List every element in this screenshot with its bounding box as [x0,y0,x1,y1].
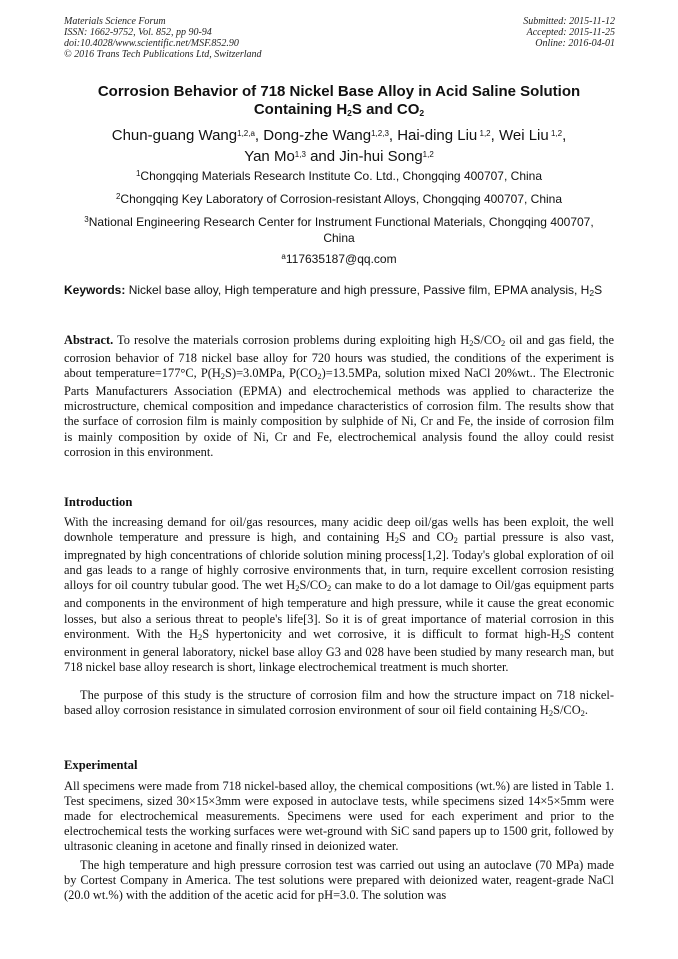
title-line-2: Containing $H_2S$ and $CO_2$ [253,101,425,118]
keywords: Keywords: Nickel base alloy, High temperature and high pressure, Passive film, EPMA analysis, $H_2S$ [64,283,603,298]
accepted-date: Accepted: 2015-11-25 [526,27,615,38]
keywords-label: Keywords: [64,283,126,297]
section-heading-introduction: Introduction [64,495,133,509]
journal-name: Materials Science Forum [64,16,166,27]
abstract: Abstract. To resolve the materials corrosion problems during exploiting high $H_2S/CO_2$ oil and gas field, the corrosion behavior of 718 nickel base alloy for 720 hours was studied, the conditions of the experiment is about temperature=177°C, $P(H_2S)=3.0MPa$, $P(CO_2)=13.5MPa$, solution mixed NaCl 20%wt.. The Electronic Parts Manufacturers Association (EPMA) and electrochemical methods was applied to characterize the microstructure, chemical composition and impedance characteristics of corrosion film. The results show that the surface of corrosion film is mainly composition by sulphide of Ni, Cr and Fe, the inside of corrosion film is mainly composition by oxide of Ni, Cr and Fe, electrochemical analysis found the alloy could resist corrosion in this environment. [64,333,614,459]
journal-header [64,16,262,60]
introduction-paragraph-2: The purpose of this study is the structure of corrosion film and how the structure impact on 718 nickel-based alloy corrosion resistance in simulated corrosion environment of sour oil field containing $H_2S/CO_2$. [64,688,614,719]
author-list [60,124,618,166]
experimental-paragraph-2: The high temperature and high pressure corrosion test was carried out using an autoclave (70 MPa) made by Cortest Company in America. The test solutions were prepared with deionized water, reagent-grade NaCl (20.0 wt.%) with the addition of the acetic acid for pH=3.0. The solution was [64,858,614,903]
abstract-label: Abstract. [64,333,114,347]
doi: doi:10.4028/www.scientific.net/MSF.852.90 [64,38,239,49]
title-line-1: Corrosion Behavior of 718 Nickel Base Alloy in Acid Saline Solution [97,83,581,100]
copyright: © 2016 Trans Tech Publications Ltd, Switzerland [64,49,262,60]
affiliation-2: $^2$Chongqing Key Laboratory of Corrosion-resistant Alloys, Chongqing 400707, China [115,192,563,206]
online-date: Online: 2016-04-01 [535,38,615,49]
paper-title [60,83,618,122]
affiliation-1: $^1$Chongqing Materials Research Institute Co. Ltd., Chongqing 400707, China [135,169,543,183]
introduction-paragraph-1: With the increasing demand for oil/gas resources, many acidic deep oil/gas wells has been exploit, the well downhole temperature and pressure is high, and containing $H_2S$ and $CO_2$ partial pressure is also vast, impregnated by high concentrations of chloride solution mining process[1,2]. Today's global exploration of oil and gas leads to a range of highly corrosive environments that, in turn, require excellent corrosion resisting alloys for oil country tubular good. The wet $H_2S/CO_2$ can make to do a lot damage to Oil/gas equipment parts and components in the environment of high temperature and high pressure, while it cause the great economic losses, but also a serious threat to people's life[3]. So it is of great importance of material corrosion in this environment. With the $H_2S$ hypertonicity and wet corrosive, it is difficult to format high-$H_2S$ content environment in general laboratory, nickel base alloy G3 and 028 have been studied by many research man, but 718 nickel base alloy research is short, linkage electrochemical treatment is much shorter. [64,515,614,674]
submitted-date: Submitted: 2015-11-12 [523,16,615,27]
authors-line-1: Chun-guang Wang$^{1,2,a}$, Dong-zhe Wang$^{1,2,3}$, Hai-ding Liu $^{1,2}$, Wei Liu $^{1,2}$, [111,127,567,144]
author-email: $^a$117635187@qq.com [281,252,397,266]
issn: ISSN: 1662-9752, Vol. 852, pp 90-94 [64,27,212,38]
affiliation-3: $^3$National Engineering Research Center for Instrument Functional Materials, Chongqing 400707, China [84,215,594,245]
authors-line-2: Yan Mo$^{1,3}$ and Jin-hui Song$^{1,2}$ [244,148,434,165]
dates-header [523,16,615,49]
experimental-paragraph-1: All specimens were made from 718 nickel-based alloy, the chemical compositions (wt.%) are listed in Table 1. Test specimens, sized 30×15×3mm were exposed in autoclave tests, while specimens sized 14×5×5mm were made for electrochemical measurements. Specimens were used for each experiment and prior to the electrochemical tests the working surfaces were wet-ground with SiC sand papers up to 1500 grit, followed by ultrasonic cleaning in acetone and finally rinsed in deionized water. [64,779,614,854]
section-heading-experimental: Experimental [64,758,138,772]
